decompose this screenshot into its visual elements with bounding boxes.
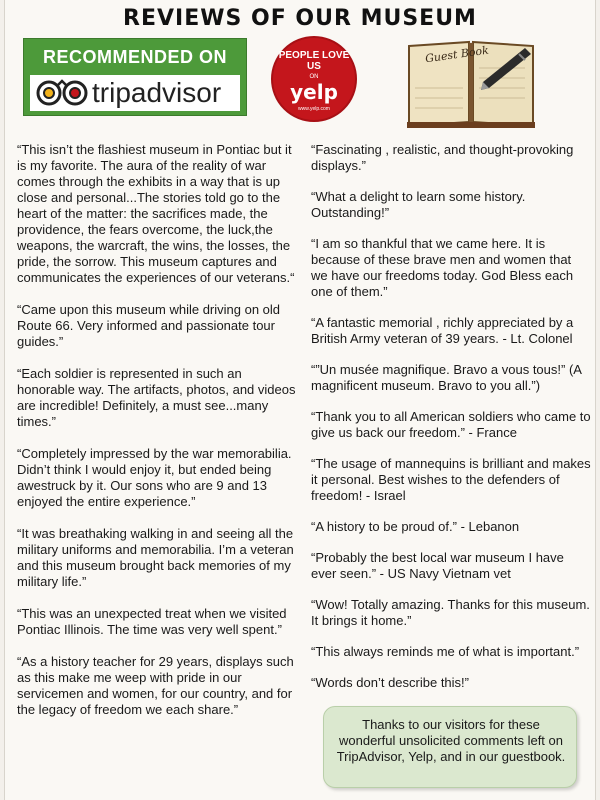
review-quote: “Probably the best local war museum I have ever seen.” - US Navy Vietnam vet: [311, 550, 564, 581]
page-title: REVIEWS OF OUR MUSEUM: [123, 6, 477, 31]
yelp-badge: [271, 36, 357, 122]
review-quote: “Came upon this museum while driving on old Route 66. Very informed and passionate tour guides.”: [17, 302, 281, 349]
review-quote: “I am so thankful that we came here. It is because of these brave men and women that we have our freedoms today. God Bless each one of them.”: [311, 236, 574, 299]
tripadvisor-badge: [23, 38, 247, 116]
review-quote: “This was an unexpected treat when we visited Pontiac Illinois. The time was very well spent.”: [17, 606, 287, 637]
owl-eyes-icon: [36, 79, 88, 107]
review-quote: “The usage of mannequins is brilliant and makes it personal. Best wishes to the defenders of freedom! - Israel: [311, 456, 591, 503]
review-quote: “What a delight to learn some history. Outstanding!”: [311, 189, 526, 220]
left-quotes-column: [17, 142, 301, 734]
guest-book-illustration: [407, 38, 535, 128]
yelp-wordmark: yelp: [290, 80, 338, 104]
review-quote: “Wow! Totally amazing. Thanks for this museum. It brings it home.”: [311, 597, 590, 628]
tripadvisor-logo-band: [30, 75, 240, 111]
thanks-note-text: Thanks to our visitors for these wonderful unsolicited comments left on TripAdvisor, Yelp, and in our guestbook.: [336, 717, 566, 764]
yelp-people-love-us-text: PEOPLE LOVE US: [278, 50, 350, 72]
review-quote: “A fantastic memorial , richly appreciated by a British Army veteran of 39 years. - Lt. Colonel: [311, 315, 574, 346]
review-quote: “As a history teacher for 29 years, displays such as this make me weep with pride in our servicemen and women, for our country, and for the legacy of freedom we each share.”: [17, 654, 294, 717]
review-quote: “Words don’t describe this!”: [311, 675, 469, 690]
tripadvisor-wordmark: tripadvisor: [92, 77, 222, 108]
tripadvisor-recommended-text: RECOMMENDED ON: [42, 47, 227, 67]
review-quote: “A history to be proud of.” - Lebanon: [311, 519, 520, 534]
thanks-note-box: [323, 706, 577, 788]
review-quote: “It was breathaking walking in and seeing all the military uniforms and memorabilia. I’m a veteran and this museum brought back memories of my military life.”: [17, 526, 294, 589]
right-quotes-column: [311, 142, 591, 706]
yelp-url-text: www.yelp.com: [298, 106, 330, 112]
review-quote: “Each soldier is represented in such an honorable way. The artifacts, photos, and videos are incredible! Definitely, a must see...many times.”: [17, 366, 296, 429]
review-quote: “This isn’t the flashiest museum in Pontiac but it is my favorite. The aura of the reality of war comes through the exhibits in a way that is up close and personal...The stories told go to the heart of the matter: the sacrifices made, the providence, the fears overcome, the luck,the weapons, the warcraft, the wins, the losses, the pride, the sorrow. This museum captures and communicates the experiences of our veterans.“: [17, 142, 295, 285]
review-quote: “”Un musée magnifique. Bravo a vous tous!” (A magnificent museum. Bravo to you all.”): [311, 362, 582, 393]
yelp-on-text: ON: [309, 74, 319, 80]
review-quote: “Fascinating , realistic, and thought-provoking displays.”: [311, 142, 574, 173]
brochure-page: [4, 0, 596, 800]
guest-book-text: Guest Book: [424, 43, 490, 66]
review-quote: “This always reminds me of what is important.”: [311, 644, 580, 659]
review-quote: “Completely impressed by the war memorabilia. Didn’t think I would enjoy it, but ended being awestruck by it. Our sons who are 9 and 13 enjoyed the entire experience.”: [17, 446, 292, 509]
review-quote: “Thank you to all American soldiers who came to give us back our freedom.” - France: [311, 409, 591, 440]
